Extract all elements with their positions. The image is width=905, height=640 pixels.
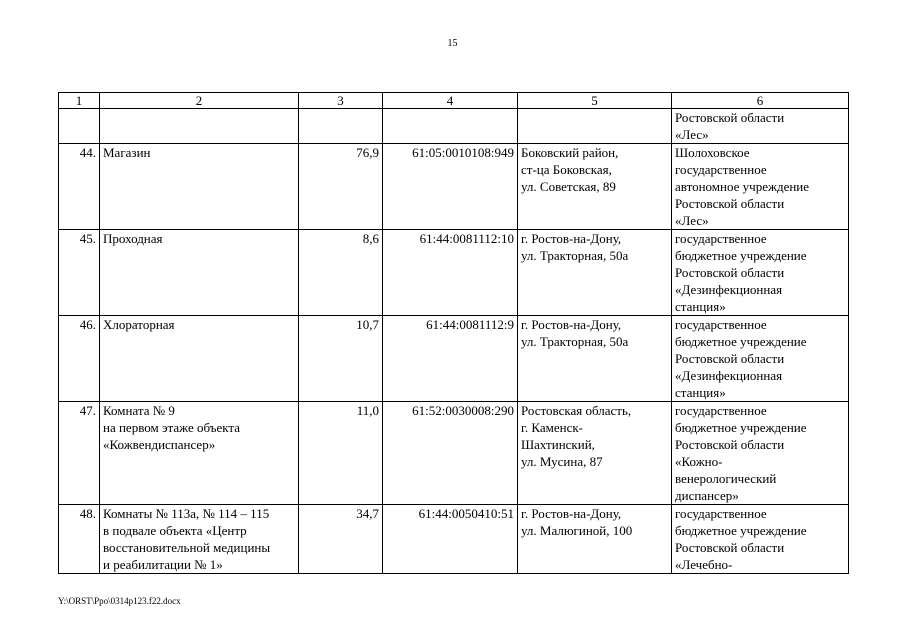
object-address: г. Ростов-на-Дону, ул. Тракторная, 50а — [518, 230, 672, 316]
object-area: 34,7 — [299, 505, 383, 574]
cadastral-number — [383, 109, 518, 144]
object-name — [100, 109, 299, 144]
object-name: Проходная — [100, 230, 299, 316]
row-number: 48. — [59, 505, 100, 574]
header-cell: 4 — [383, 93, 518, 109]
row-number: 47. — [59, 402, 100, 505]
object-owner: государственное бюджетное учреждение Ростовской области «Дезинфекционная станция» — [672, 230, 849, 316]
object-address: г. Ростов-на-Дону, ул. Тракторная, 50а — [518, 316, 672, 402]
table-row — [59, 505, 849, 574]
property-table — [58, 92, 849, 574]
object-address: Боковский район, ст-ца Боковская, ул. Советская, 89 — [518, 144, 672, 230]
object-name: Комната № 9 на первом этаже объекта «Кожвендиспансер» — [100, 402, 299, 505]
row-number: 46. — [59, 316, 100, 402]
cadastral-number: 61:44:0081112:9 — [383, 316, 518, 402]
object-owner: Шолоховское государственное автономное учреждение Ростовской области «Лес» — [672, 144, 849, 230]
object-area: 10,7 — [299, 316, 383, 402]
object-area: 76,9 — [299, 144, 383, 230]
object-owner: Ростовской области «Лес» — [672, 109, 849, 144]
table-row — [59, 144, 849, 230]
object-address — [518, 109, 672, 144]
table-row — [59, 316, 849, 402]
object-owner: государственное бюджетное учреждение Ростовской области «Лечебно- — [672, 505, 849, 574]
header-cell: 3 — [299, 93, 383, 109]
object-area: 11,0 — [299, 402, 383, 505]
object-owner: государственное бюджетное учреждение Ростовской области «Дезинфекционная станция» — [672, 316, 849, 402]
header-cell: 1 — [59, 93, 100, 109]
object-address: г. Ростов-на-Дону, ул. Малюгиной, 100 — [518, 505, 672, 574]
cadastral-number: 61:44:0081112:10 — [383, 230, 518, 316]
table-row — [59, 402, 849, 505]
row-number — [59, 109, 100, 144]
object-address: Ростовская область, г. Каменск- Шахтинский, ул. Мусина, 87 — [518, 402, 672, 505]
footer-file-path: Y:\ORST\Ppo\0314p123.f22.docx — [58, 596, 181, 606]
page-number: 15 — [447, 38, 458, 49]
cadastral-number: 61:44:0050410:51 — [383, 505, 518, 574]
object-area — [299, 109, 383, 144]
table-row — [59, 109, 849, 144]
table-row — [59, 230, 849, 316]
cadastral-number: 61:05:0010108:949 — [383, 144, 518, 230]
object-name: Хлораторная — [100, 316, 299, 402]
header-cell: 2 — [100, 93, 299, 109]
table-header-row — [59, 93, 849, 109]
header-cell: 6 — [672, 93, 849, 109]
header-cell: 5 — [518, 93, 672, 109]
row-number: 45. — [59, 230, 100, 316]
row-number: 44. — [59, 144, 100, 230]
object-area: 8,6 — [299, 230, 383, 316]
cadastral-number: 61:52:0030008:290 — [383, 402, 518, 505]
object-name: Комнаты № 113а, № 114 – 115 в подвале объекта «Центр восстановительной медицины и реабилитации № 1» — [100, 505, 299, 574]
object-name: Магазин — [100, 144, 299, 230]
object-owner: государственное бюджетное учреждение Ростовской области «Кожно- венерологический диспансер» — [672, 402, 849, 505]
